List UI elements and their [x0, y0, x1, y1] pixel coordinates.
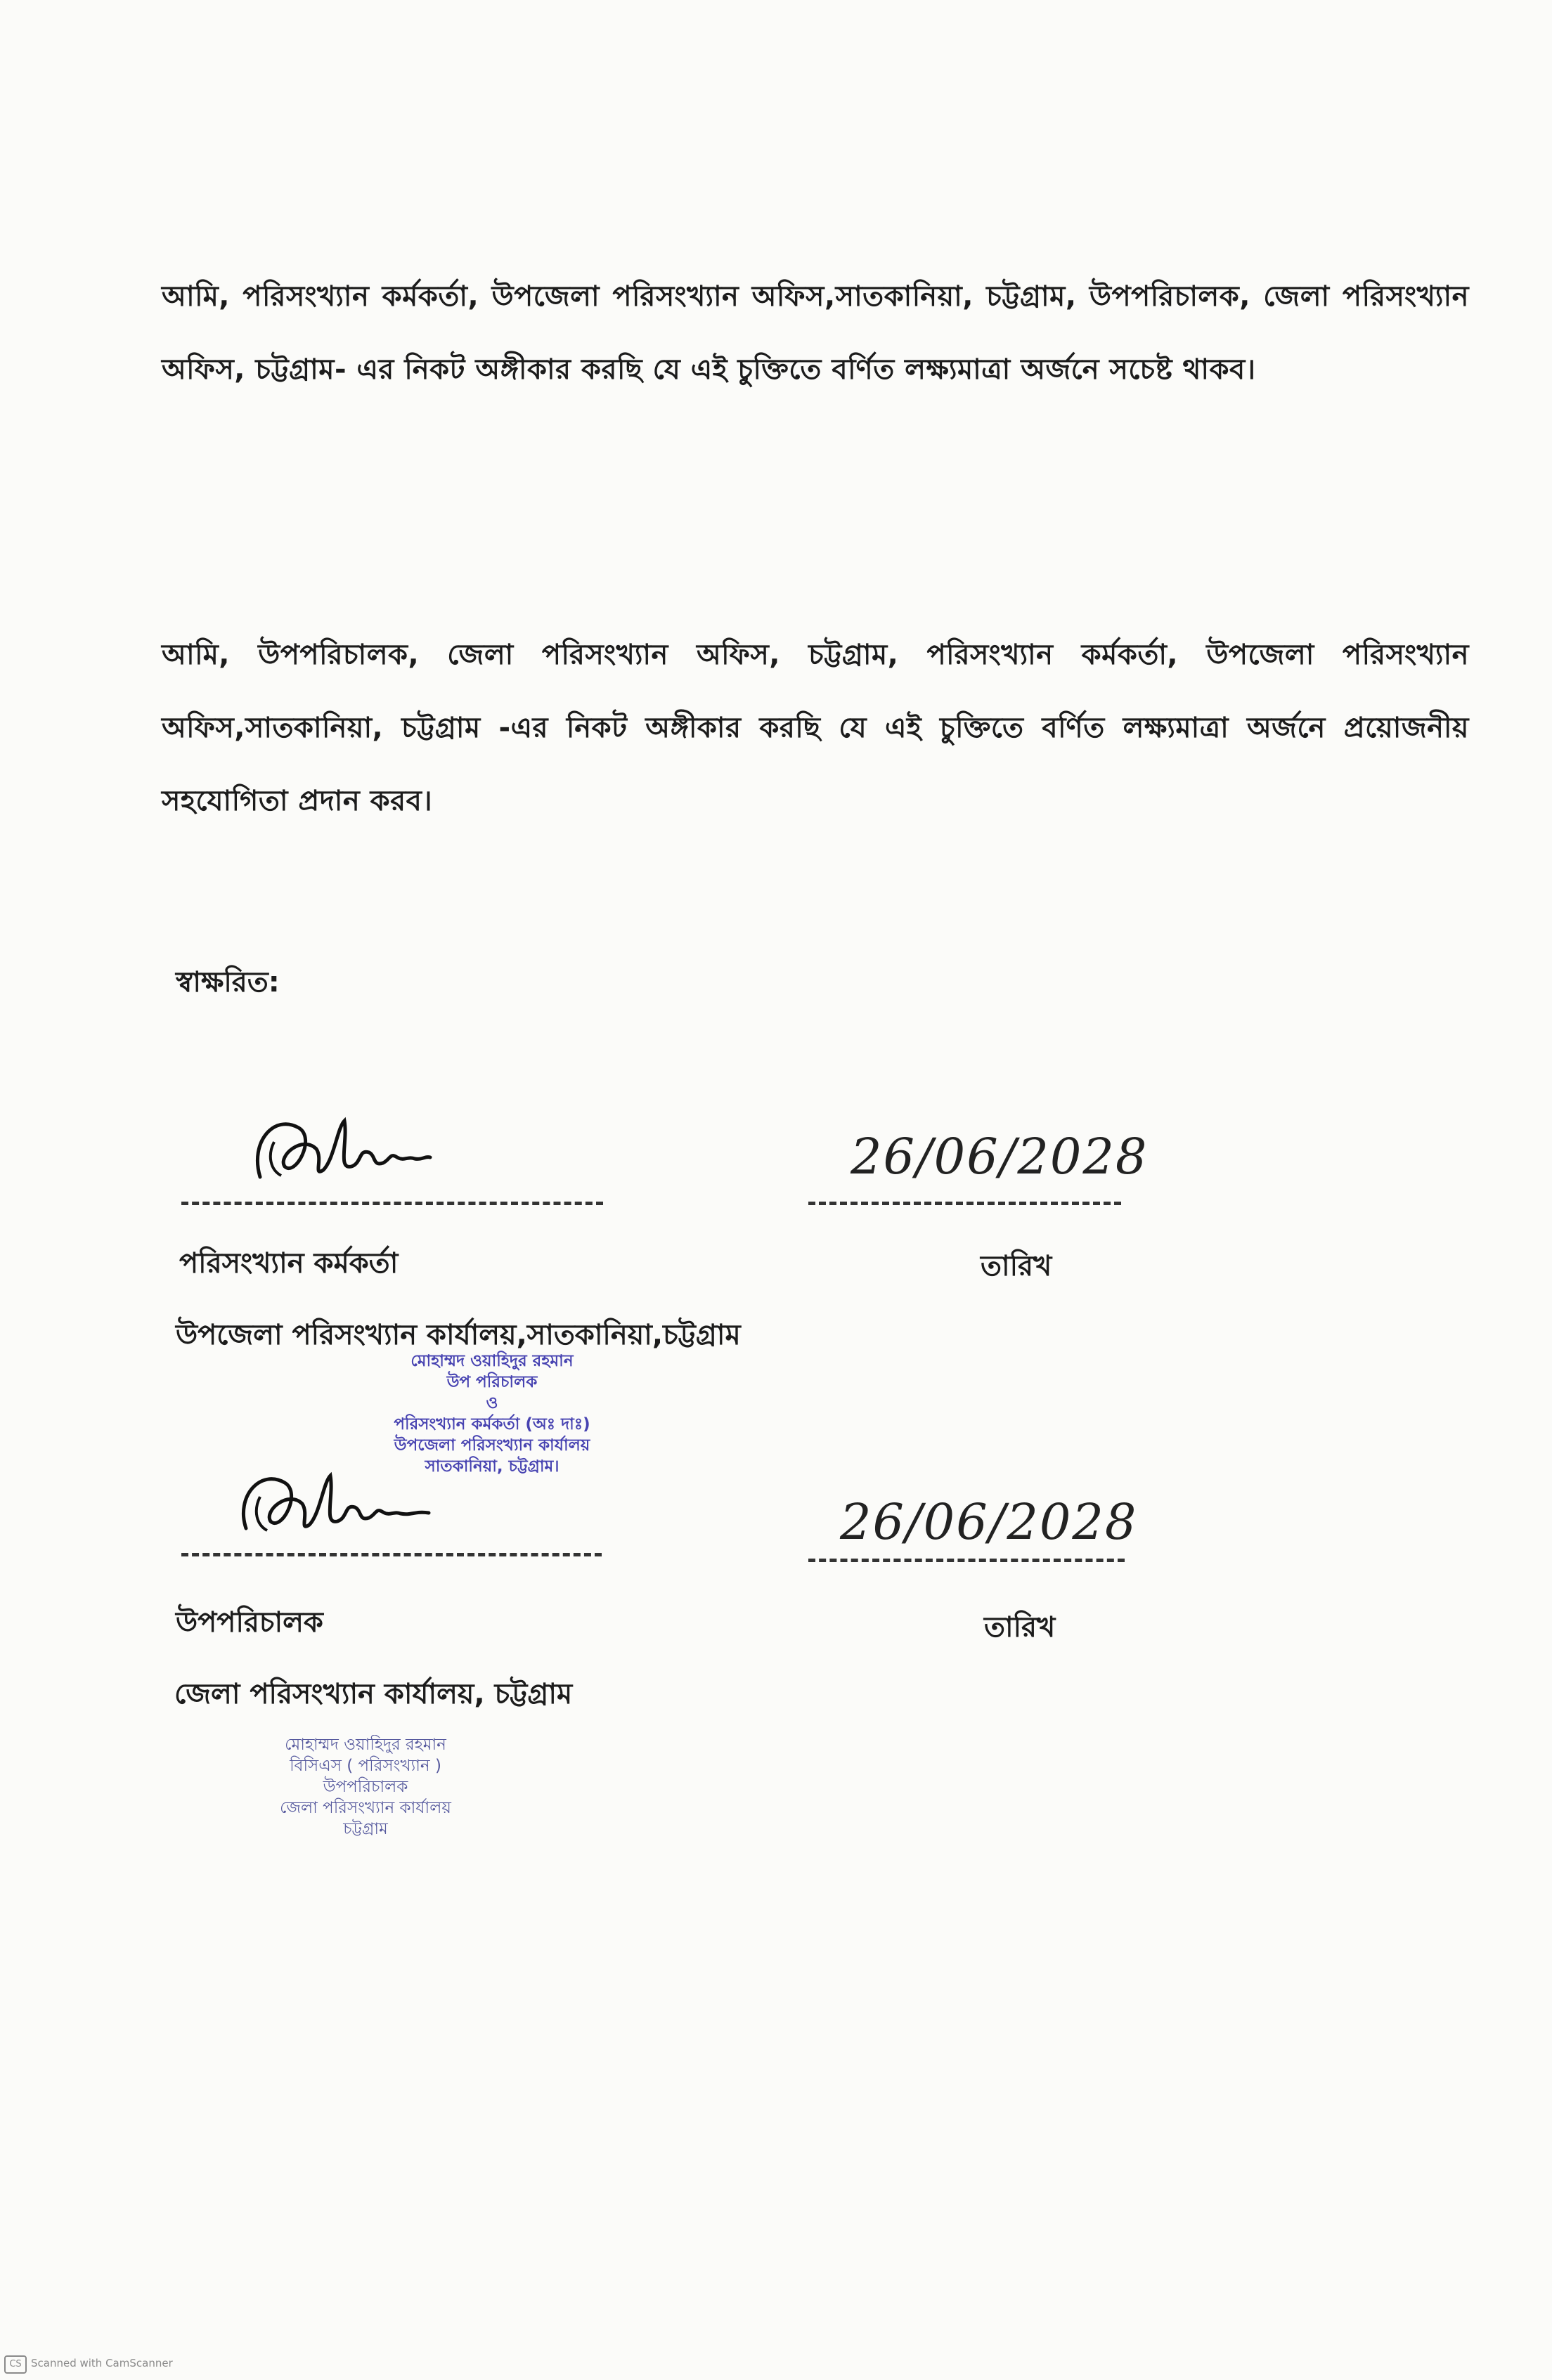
signature-line-deputy-director	[181, 1553, 602, 1556]
stamp-officer: মোহাম্মদ ওয়াহিদুর রহমান উপ পরিচালক ও পরিসংখ্যান কর্মকর্তা (অঃ দাঃ) উপজেলা পরিসংখ্যান কার্যালয় সাতকানিয়া, চট্টগ্রাম।	[394, 1352, 590, 1476]
designation-officer: পরিসংখ্যান কর্মকর্তা	[179, 1247, 399, 1280]
signature-line-officer	[181, 1202, 603, 1205]
signature-officer	[246, 1100, 436, 1198]
scanner-watermark	[4, 2355, 173, 2374]
date-line-deputy-director	[808, 1559, 1125, 1562]
date-officer: 26/06/2028	[851, 1128, 1149, 1185]
pledge-paragraph-officer: আমি, পরিসংখ্যান কর্মকর্তা, উপজেলা পরিসংখ্যান অফিস,সাতকানিয়া, চট্টগ্রাম, উপপরিচালক, জেলা পরিসংখ্যান অফিস, চট্টগ্রাম- এর নিকট অঙ্গীকার করছি যে এই চুক্তিতে বর্ণিত লক্ষ্যমাত্রা অর্জনে সচেষ্ট থাকব।	[162, 280, 1469, 386]
office-officer: উপজেলা পরিসংখ্যান কার্যালয়,সাতকানিয়া,চট্টগ্রাম	[176, 1319, 741, 1351]
signature-deputy-director	[232, 1458, 443, 1549]
signed-label: স্বাক্ষরিত:	[176, 966, 280, 999]
date-label-deputy-director: তারিখ	[984, 1611, 1056, 1644]
pledge-paragraph-deputy-director: আমি, উপপরিচালক, জেলা পরিসংখ্যান অফিস, চট্টগ্রাম, পরিসংখ্যান কর্মকর্তা, উপজেলা পরিসংখ্যান অফিস,সাতকানিয়া, চট্টগ্রাম -এর নিকট অঙ্গীকার করছি যে এই চুক্তিতে বর্ণিত লক্ষ্যমাত্রা অর্জনে প্রয়োজনীয় সহযোগিতা প্রদান করব।	[162, 639, 1469, 817]
stamp-deputy-director: মোহাম্মদ ওয়াহিদুর রহমান বিসিএস ( পরিসংখ্যান ) উপপরিচালক জেলা পরিসংখ্যান কার্যালয় চট্টগ্রাম	[280, 1736, 451, 1838]
office-deputy-director: জেলা পরিসংখ্যান কার্যালয়, চট্টগ্রাম	[174, 1678, 573, 1710]
date-label-officer: তারিখ	[981, 1250, 1052, 1282]
date-deputy-director: 26/06/2028	[840, 1493, 1138, 1551]
scanner-watermark-text: Scanned with CamScanner	[31, 2357, 173, 2369]
designation-deputy-director: উপপরিচালক	[176, 1606, 323, 1639]
date-line-officer	[808, 1202, 1121, 1205]
camscanner-icon: CS	[4, 2355, 27, 2374]
